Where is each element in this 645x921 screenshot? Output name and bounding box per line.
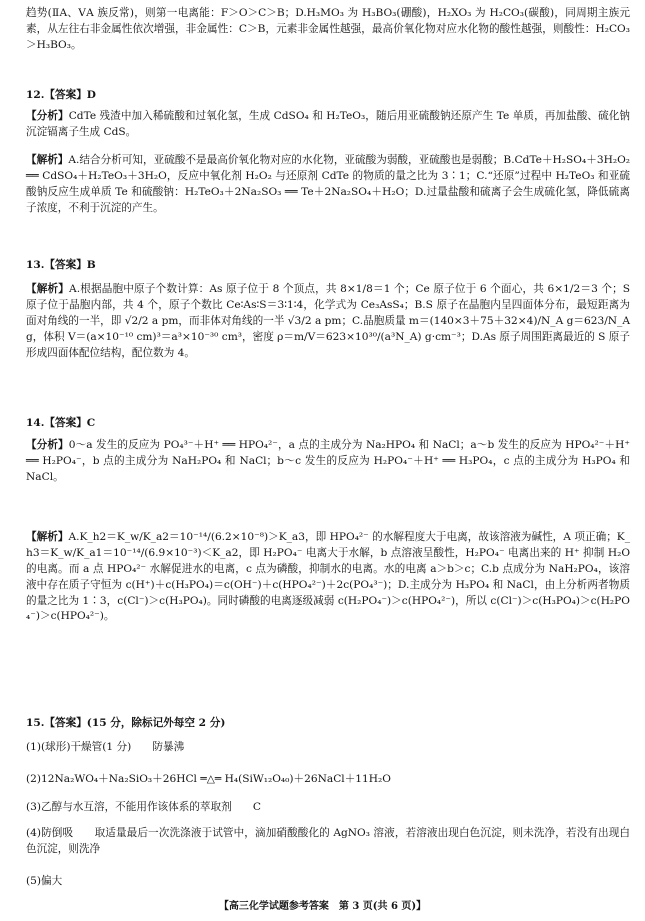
- q12-analysis-text: CdTe 残渣中加入稀硫酸和过氧化氢，生成 CdSO₄ 和 H₂TeO₃，随后用亚硫酸钠还原产生 Te 单质，再加盐酸、硫化钠沉淀镉离子生成 CdS。: [26, 110, 631, 138]
- q14-analysis-text: 0～a 发生的反应为 PO₄³⁻＋H⁺ ══ HPO₄²⁻，a 点的主成分为 Na₂HPO₄ 和 NaCl；a～b 发生的反应为 HPO₄²⁻＋H⁺ ══ H₂PO₄⁻，b 点的主成分为 NaH₂PO₄ 和 NaCl；b～c 发生的反应为 H₂PO₄⁻＋H⁺ ══ H₃PO₄，c 点的主成分为 H₃PO₄ 和 NaCl。: [26, 439, 630, 483]
- q14-heading: 14.【答案】C: [26, 417, 96, 429]
- q13-explain-tag: 【解析】: [26, 283, 70, 295]
- q12-analysis-tag: 【分析】: [26, 110, 69, 122]
- q11-continuation: 趋势(ⅡA、ⅤA 族反常)，则第一电离能：F＞O＞C＞B；D.H₃MO₃ 为 H₃BO₃(硼酸)，H₂XO₃ 为 H₂CO₃(碳酸)，同周期主族元素，从左往右非金属性依次增强，非金属性：C＞B，元素非金属性越强，最高价氧化物对应水化物的酸性越强，则酸性：H₂CO₃＞H₃BO₃。: [26, 7, 630, 51]
- q15-answer-2: (2)12Na₂WO₄＋Na₂SiO₃＋26HCl ═△═ H₄(SiW₁₂O₄₀)＋26NaCl＋11H₂O: [26, 773, 391, 785]
- q14-explanation: [26, 530, 630, 625]
- q12-analysis: [26, 109, 630, 141]
- q14-analysis: [26, 438, 630, 486]
- q15-answer-4: (4)防倒吸 取适量最后一次洗涤液于试管中，滴加硝酸酸化的 AgNO₃ 溶液，若溶液出现白色沉淀，则未洗净，若没有出现白色沉淀，则洗净: [26, 827, 630, 855]
- q13-explanation: [26, 282, 630, 361]
- q13-heading: 13.【答案】B: [26, 259, 96, 271]
- q14-explain-text: A.K_h2＝K_w/K_a2＝10⁻¹⁴/(6.2×10⁻⁸)＞K_a3，即 HPO₄²⁻ 的水解程度大于电离，故该溶液为碱性，A 项正确；K_h3＝K_w/K_a1＝10⁻¹⁴/(6.9×10⁻³)＜K_a2，即 H₂PO₄⁻ 电离大于水解，b 点溶液呈酸性，H₂PO₄⁻ 电离出来的 H⁺ 抑制 H₂O 的电离。而 a 点 HPO₄²⁻ 水解促进水的电离，c 点为磷酸，抑制水的电离。水的电离 a＞b＞c；C.b 点成分为 NaH₂PO₄，该溶液中存在质子守恒为 c(H⁺)＋c(H₃PO₄)＝c(OH⁻)＋c(HPO₄²⁻)＋2c(PO₄³⁻)；D.主成分为 H₃PO₄ 和 NaCl，由上分析两者物质的量之比为 1∶3，c(Cl⁻)＞c(H₃PO₄)。同时磷酸的电离逐级减弱 c(H₂PO₄⁻)＞c(HPO₄²⁻)，所以 c(Cl⁻)＞c(H₃PO₄)＞c(H₂PO₄⁻)＞c(HPO₄²⁻)。: [26, 531, 631, 623]
- q15-heading: 15.【答案】(15 分，除标记外每空 2 分): [26, 717, 226, 729]
- q13-explain-text: A.根据晶胞中原子个数计算：As 原子位于 8 个顶点，共 8×1/8＝1 个；Ce 原子位于 6 个面心，共 6×1/2＝3 个；S 原子位于晶胞内部，共 4 个，原子个数比 Ce∶As∶S＝3∶1∶4，化学式为 Ce₃AsS₄；B.S 原子在晶胞内呈四面体分布，最短距离为面对角线的一半，即 √2/2 a pm，而非体对角线的一半 √3/2 a pm；C.晶胞质量 m＝(140×3＋75＋32×4)/N_A g＝623/N_A g，体积 V＝(a×10⁻¹⁰ cm)³＝a³×10⁻³⁰ cm³，密度 ρ＝m/V＝623×10³⁰/(a³N_A) g·cm⁻³；D.As 原子周围距离最近的 S 原子形成四面体配位结构，配位数为 4。: [26, 283, 630, 359]
- q14-analysis-tag: 【分析】: [26, 439, 69, 451]
- q12-heading: 12.【答案】D: [26, 89, 96, 101]
- q12-explain-tag: 【解析】: [26, 154, 69, 166]
- q12-explain-text: A.结合分析可知，亚硫酸不是最高价氧化物对应的水化物，亚硫酸为弱酸，亚硫酸也是弱酸；B.CdTe＋H₂SO₄＋3H₂O₂ ══ CdSO₄＋H₂TeO₃＋3H₂O，反应中氧化剂 H₂O₂ 与还原剂 CdTe 的物质的量之比为 3∶1；C.“还原”过程中 H₂TeO₃ 和亚硫酸钠反应生成单质 Te 和硫酸钠：H₂TeO₃＋2Na₂SO₃ ══ Te＋2Na₂SO₄＋H₂O；D.过量盐酸和硫离子会生成硫化氢，降低硫离子浓度，不利于沉淀的产生。: [26, 154, 630, 214]
- q14-explain-tag: 【解析】: [26, 531, 69, 543]
- q15-answer-5: (5)偏大: [26, 875, 63, 887]
- q12-explanation: [26, 153, 630, 217]
- page-footer: 【高三化学试题参考答案 第 3 页(共 6 页)】: [218, 901, 427, 912]
- q15-answer-3: (3)乙醇与水互溶，不能用作该体系的萃取剂 C: [26, 801, 261, 813]
- q15-answer-1: (1)(球形)干燥管(1 分) 防暴沸: [26, 741, 185, 753]
